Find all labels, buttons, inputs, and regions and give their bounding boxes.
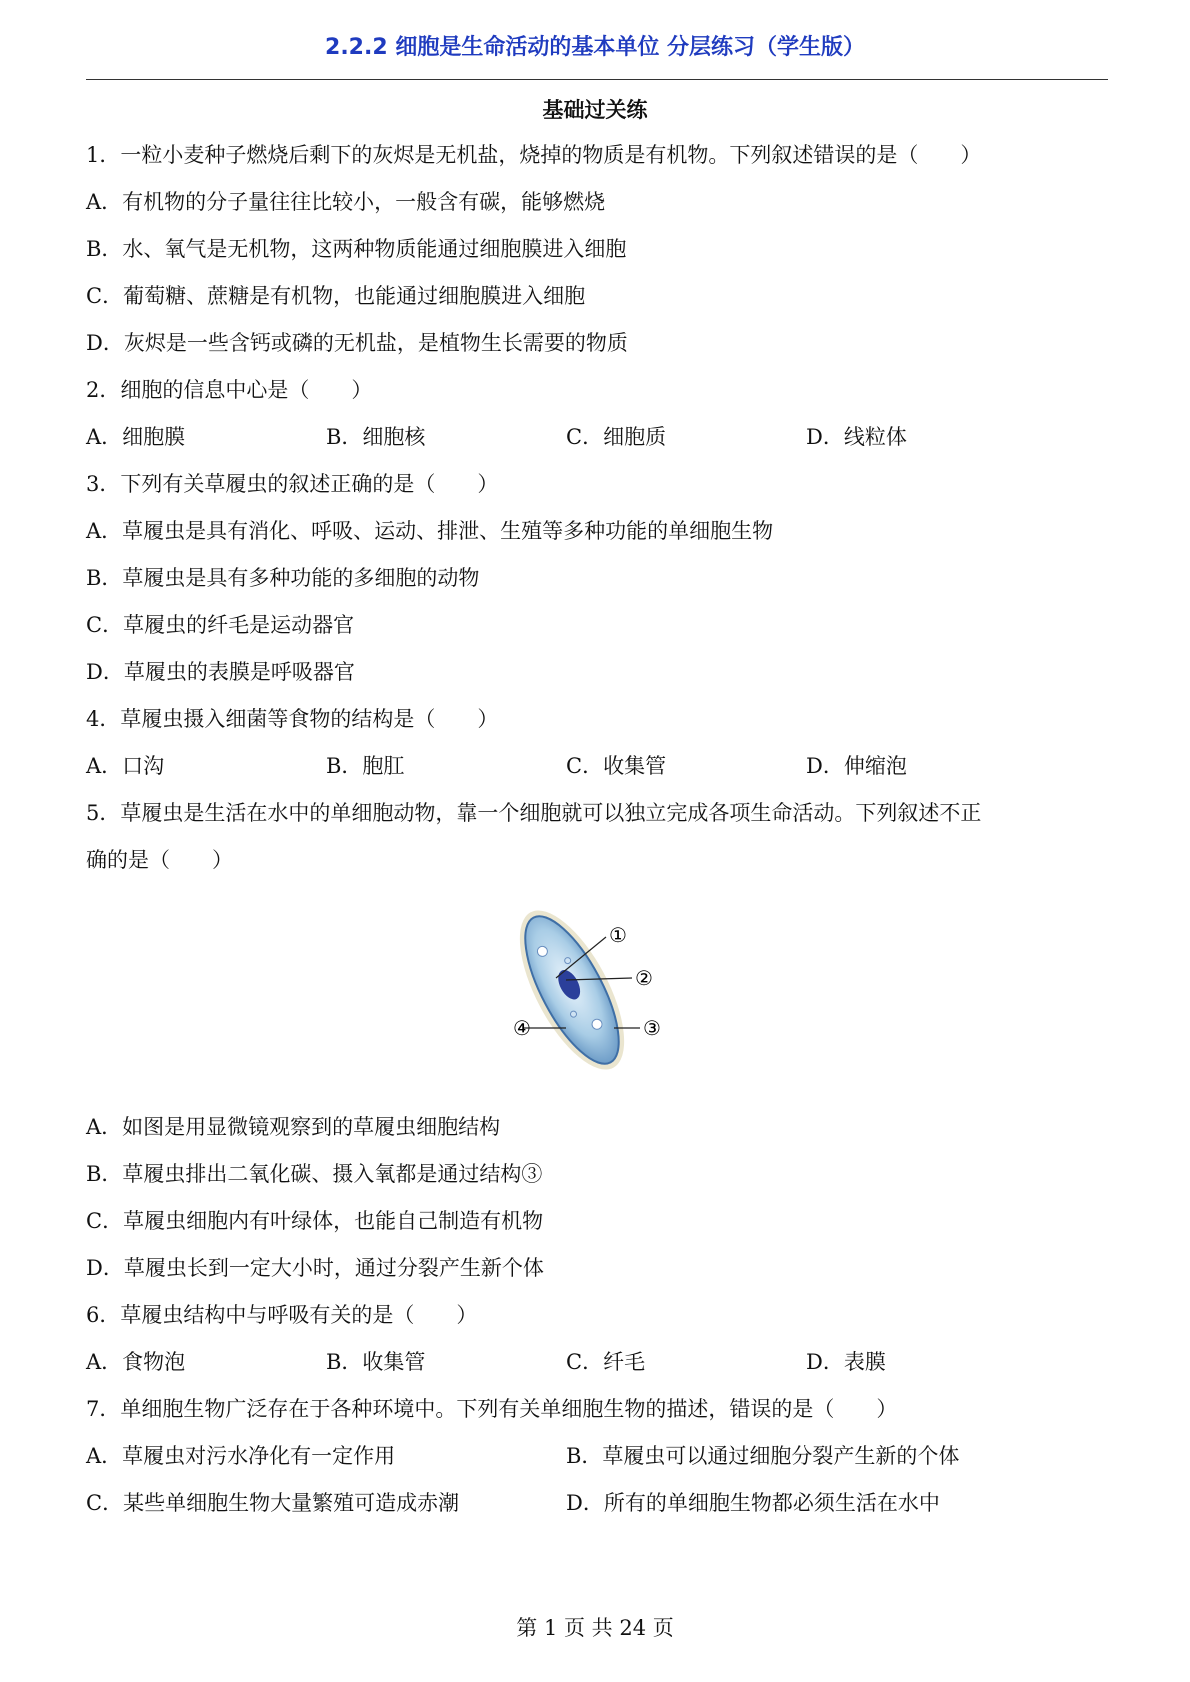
figure-label-4: ④ xyxy=(513,1016,531,1040)
question-3-option-a: A．草履虫是具有消化、呼吸、运动、排泄、生殖等多种功能的单细胞生物 xyxy=(86,519,774,543)
question-5-stem-line2: 确的是（ ） xyxy=(86,848,233,872)
question-4-stem: 4．草履虫摄入细菌等食物的结构是（ ） xyxy=(86,707,499,731)
question-2-option-a: A．细胞膜 xyxy=(86,425,186,449)
page-number: 第 1 页 共 24 页 xyxy=(516,1616,674,1640)
question-5-option-b: B．草履虫排出二氧化碳、摄入氧都是通过结构③ xyxy=(86,1162,543,1186)
question-6-option-a: A．食物泡 xyxy=(86,1350,186,1374)
question-1-option-d: D．灰烬是一些含钙或磷的无机盐，是植物生长需要的物质 xyxy=(86,331,628,355)
question-5-option-a: A．如图是用显微镜观察到的草履虫细胞结构 xyxy=(86,1115,501,1139)
question-2-stem: 2．细胞的信息中心是（ ） xyxy=(86,378,373,402)
question-1-option-c: C．葡萄糖、蔗糖是有机物，也能通过细胞膜进入细胞 xyxy=(86,284,586,308)
question-7-option-d: D．所有的单细胞生物都必须生活在水中 xyxy=(566,1491,940,1515)
question-2-option-d: D．线粒体 xyxy=(806,425,907,449)
question-3-stem: 3．下列有关草履虫的叙述正确的是（ ） xyxy=(86,472,499,496)
document-title: 2.2.2 细胞是生命活动的基本单位 分层练习（学生版） xyxy=(325,35,865,60)
header-divider xyxy=(86,79,1108,80)
question-5-option-c: C．草履虫细胞内有叶绿体，也能自己制造有机物 xyxy=(86,1209,544,1233)
question-7-option-a: A．草履虫对污水净化有一定作用 xyxy=(86,1444,396,1468)
question-4-option-b: B．胞肛 xyxy=(326,754,405,778)
question-7-stem: 7．单细胞生物广泛存在于各种环境中。下列有关单细胞生物的描述，错误的是（ ） xyxy=(86,1397,898,1421)
question-3-option-c: C．草履虫的纤毛是运动器官 xyxy=(86,613,355,637)
figure-label-2: ② xyxy=(635,966,653,990)
figure-label-3: ③ xyxy=(643,1016,661,1040)
question-1-option-a: A．有机物的分子量往往比较小，一般含有碳，能够燃烧 xyxy=(86,190,606,214)
section-title: 基础过关练 xyxy=(542,98,648,122)
question-4-option-a: A．口沟 xyxy=(86,754,165,778)
question-7-option-b: B．草履虫可以通过细胞分裂产生新的个体 xyxy=(566,1444,960,1468)
question-1-stem: 1．一粒小麦种子燃烧后剩下的灰烬是无机盐，烧掉的物质是有机物。下列叙述错误的是（ ） xyxy=(86,143,982,167)
question-4-option-d: D．伸缩泡 xyxy=(806,754,907,778)
question-5-stem-line1: 5．草履虫是生活在水中的单细胞动物，靠一个细胞就可以独立完成各项生命活动。下列叙述不正 xyxy=(86,801,982,825)
question-5-option-d: D．草履虫长到一定大小时，通过分裂产生新个体 xyxy=(86,1256,544,1280)
question-3-option-b: B．草履虫是具有多种功能的多细胞的动物 xyxy=(86,566,480,590)
question-7-option-c: C．某些单细胞生物大量繁殖可造成赤潮 xyxy=(86,1491,460,1515)
question-3-option-d: D．草履虫的表膜是呼吸器官 xyxy=(86,660,355,684)
question-6-option-d: D．表膜 xyxy=(806,1350,886,1374)
question-6-stem: 6．草履虫结构中与呼吸有关的是（ ） xyxy=(86,1303,478,1327)
question-2-option-c: C．细胞质 xyxy=(566,425,667,449)
question-1-option-b: B．水、氧气是无机物，这两种物质能通过细胞膜进入细胞 xyxy=(86,237,627,261)
figure-label-1: ① xyxy=(609,923,627,947)
question-6-option-b: B．收集管 xyxy=(326,1350,426,1374)
question-4-option-c: C．收集管 xyxy=(566,754,667,778)
question-6-option-c: C．纤毛 xyxy=(566,1350,646,1374)
question-2-option-b: B．细胞核 xyxy=(326,425,426,449)
paramecium-figure xyxy=(512,902,702,1082)
